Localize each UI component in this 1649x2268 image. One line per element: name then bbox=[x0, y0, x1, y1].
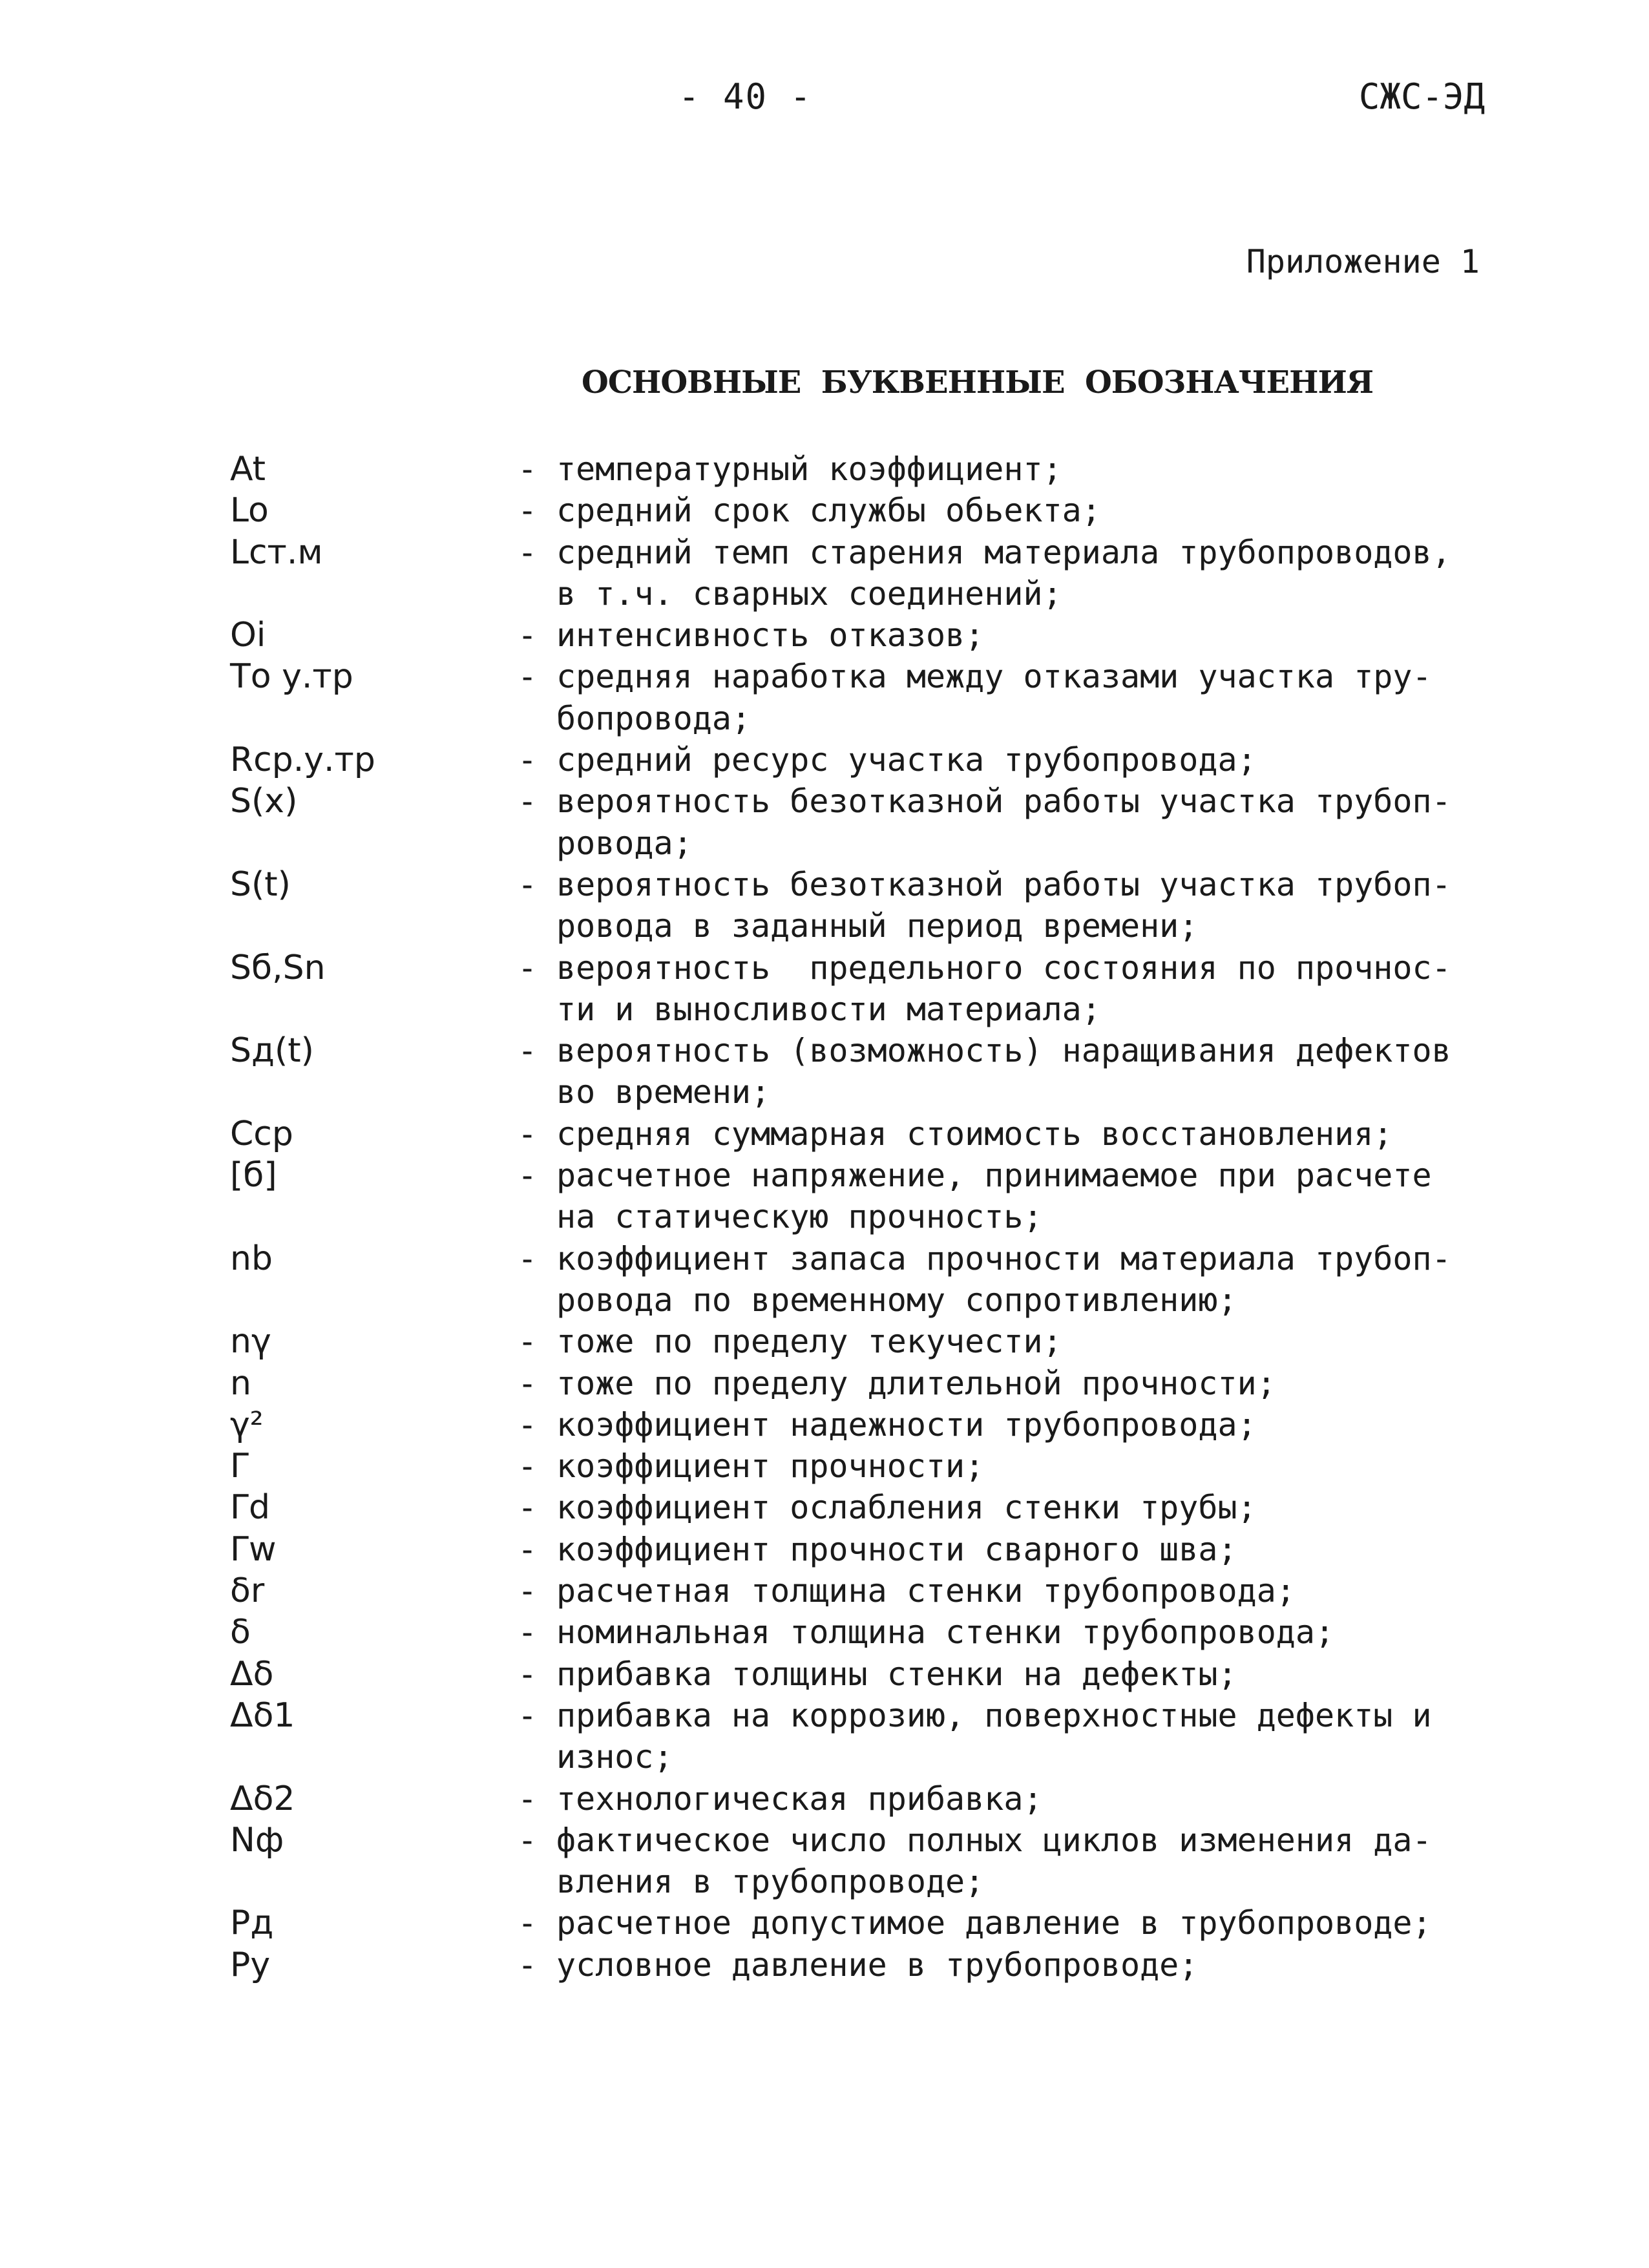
symbol-definition: фактическое число полных циклов изменения да- вления в трубопроводе; bbox=[556, 1821, 1432, 1901]
symbol-code: n bbox=[230, 1363, 251, 1403]
symbol-code: Γ bbox=[230, 1447, 249, 1486]
symbol-row bbox=[230, 1445, 1490, 1487]
symbol-row bbox=[230, 1404, 1490, 1445]
symbol-row bbox=[230, 739, 1490, 781]
dash-separator: - bbox=[518, 1239, 538, 1277]
symbol-code: S(t) bbox=[230, 865, 291, 904]
symbol-code: Oi bbox=[230, 616, 266, 655]
symbol-row bbox=[230, 1238, 1490, 1321]
dash-separator: - bbox=[518, 1447, 538, 1486]
symbol-code: Nф bbox=[230, 1820, 284, 1860]
symbol-code: Sб,Sn bbox=[230, 948, 326, 987]
symbol-row bbox=[230, 947, 1490, 1031]
symbol-row bbox=[230, 1487, 1490, 1528]
page-title: ОСНОВНЫЕ БУКВЕННЫЕ ОБОЗНАЧЕНИЯ bbox=[582, 364, 1374, 401]
symbol-list bbox=[230, 448, 1490, 1986]
symbol-definition: вероятность безотказной работы участка трубоп- ровода в заданный период времени; bbox=[556, 865, 1451, 945]
symbol-definition: расчетная толщина стенки трубопровода; bbox=[556, 1572, 1296, 1610]
dash-separator: - bbox=[518, 1821, 538, 1859]
symbol-row bbox=[230, 1321, 1490, 1362]
symbol-code: Pд bbox=[230, 1904, 274, 1943]
dash-separator: - bbox=[518, 1572, 538, 1610]
symbol-code: γ² bbox=[230, 1405, 264, 1444]
page-number: - 40 - bbox=[678, 76, 813, 117]
dash-separator: - bbox=[518, 533, 538, 571]
dash-separator: - bbox=[518, 1655, 538, 1693]
symbol-code: Δδ1 bbox=[230, 1696, 295, 1735]
symbol-definition: технологическая прибавка; bbox=[556, 1780, 1043, 1818]
appendix-label: Приложение 1 bbox=[1246, 243, 1480, 280]
dash-separator: - bbox=[518, 1613, 538, 1652]
symbol-row bbox=[230, 864, 1490, 947]
symbol-definition: тоже по пределу длительной прочности; bbox=[556, 1364, 1276, 1402]
symbol-code: Γw bbox=[230, 1529, 277, 1569]
symbol-row bbox=[230, 1612, 1490, 1653]
dash-separator: - bbox=[518, 1115, 538, 1153]
symbol-row bbox=[230, 448, 1490, 490]
symbol-code: Lo bbox=[230, 491, 269, 530]
dash-separator: - bbox=[518, 782, 538, 821]
symbol-code: nγ bbox=[230, 1322, 271, 1361]
symbol-definition: температурный коэффициент; bbox=[556, 450, 1062, 488]
dash-separator: - bbox=[518, 450, 538, 488]
symbol-row bbox=[230, 1363, 1490, 1404]
symbol-row bbox=[230, 781, 1490, 864]
symbol-row bbox=[230, 1155, 1490, 1238]
dash-separator: - bbox=[518, 1780, 538, 1818]
symbol-definition: вероятность предельного состояния по прочнос- ти и выносливости материала; bbox=[556, 949, 1451, 1028]
symbol-definition: коэффициент надежности трубопровода; bbox=[556, 1405, 1257, 1444]
symbol-code: То у.тр bbox=[230, 657, 353, 697]
symbol-definition: коэффициент ослабления стенки трубы; bbox=[556, 1489, 1257, 1527]
symbol-row bbox=[230, 490, 1490, 531]
dash-separator: - bbox=[518, 1364, 538, 1402]
dash-separator: - bbox=[518, 1489, 538, 1527]
dash-separator: - bbox=[518, 1157, 538, 1195]
symbol-definition: прибавка на коррозию, поверхностные дефекты и износ; bbox=[556, 1696, 1432, 1776]
symbol-code: Δδ2 bbox=[230, 1779, 295, 1818]
symbol-code: [б] bbox=[230, 1156, 277, 1195]
dash-separator: - bbox=[518, 949, 538, 987]
symbol-row bbox=[230, 1778, 1490, 1820]
symbol-code: δr bbox=[230, 1571, 265, 1611]
symbol-definition: расчетное допустимое давление в трубопроводе; bbox=[556, 1904, 1432, 1942]
dash-separator: - bbox=[518, 741, 538, 779]
symbol-definition: коэффициент прочности сварного шва; bbox=[556, 1530, 1237, 1568]
symbol-row bbox=[230, 1030, 1490, 1113]
dash-separator: - bbox=[518, 492, 538, 530]
dash-separator: - bbox=[518, 1323, 538, 1361]
symbol-row bbox=[230, 1944, 1490, 1986]
symbol-definition: средняя наработка между отказами участка тру- бопровода; bbox=[556, 658, 1432, 737]
symbol-row bbox=[230, 1654, 1490, 1695]
dash-separator: - bbox=[518, 1032, 538, 1070]
symbol-definition: тоже по пределу текучести; bbox=[556, 1323, 1062, 1361]
symbol-definition: номинальная толщина стенки трубопровода; bbox=[556, 1613, 1335, 1652]
dash-separator: - bbox=[518, 1530, 538, 1568]
dash-separator: - bbox=[518, 1405, 538, 1444]
dash-separator: - bbox=[518, 865, 538, 903]
symbol-definition: прибавка толщины стенки на дефекты; bbox=[556, 1655, 1237, 1693]
dash-separator: - bbox=[518, 1904, 538, 1942]
symbol-row bbox=[230, 1902, 1490, 1944]
symbol-row bbox=[230, 1113, 1490, 1155]
symbol-code: Py bbox=[230, 1945, 271, 1984]
symbol-definition: расчетное напряжение, принимаемое при расчете на статическую прочность; bbox=[556, 1157, 1432, 1236]
symbol-definition: средний срок службы обьекта; bbox=[556, 492, 1101, 530]
symbol-code: Δδ bbox=[230, 1654, 274, 1694]
dash-separator: - bbox=[518, 1946, 538, 1984]
symbol-definition: коэффициент прочности; bbox=[556, 1447, 985, 1486]
symbol-code: δ bbox=[230, 1613, 251, 1652]
symbol-row bbox=[230, 614, 1490, 656]
dash-separator: - bbox=[518, 1696, 538, 1734]
symbol-code: Lст.м bbox=[230, 532, 323, 572]
symbol-code: Cср bbox=[230, 1114, 293, 1153]
symbol-definition: интенсивность отказов; bbox=[556, 616, 985, 655]
symbol-definition: коэффициент запаса прочности материала трубоп- ровода по временному сопротивлению; bbox=[556, 1239, 1451, 1319]
symbol-row bbox=[230, 1820, 1490, 1903]
symbol-row bbox=[230, 532, 1490, 615]
symbol-row bbox=[230, 1570, 1490, 1612]
symbol-definition: вероятность (возможность) наращивания дефектов во времени; bbox=[556, 1032, 1451, 1111]
symbol-definition: вероятность безотказной работы участка трубоп- ровода; bbox=[556, 782, 1451, 862]
dash-separator: - bbox=[518, 616, 538, 655]
symbol-code: Γd bbox=[230, 1488, 270, 1528]
symbol-definition: средний темп старения материала трубопроводов, в т.ч. сварных соединений; bbox=[556, 533, 1451, 613]
symbol-row bbox=[230, 656, 1490, 739]
symbol-code: Sд(t) bbox=[230, 1031, 314, 1071]
symbol-definition: средняя суммарная стоимость восстановления; bbox=[556, 1115, 1393, 1153]
symbol-row bbox=[230, 1695, 1490, 1778]
symbol-row bbox=[230, 1529, 1490, 1570]
symbol-code: nb bbox=[230, 1239, 273, 1278]
document-code: СЖС-ЭД bbox=[1358, 76, 1485, 117]
symbol-code: At bbox=[230, 450, 266, 488]
symbol-definition: средний ресурс участка трубопровода; bbox=[556, 741, 1257, 779]
dash-separator: - bbox=[518, 658, 538, 696]
symbol-code: Rср.у.тр bbox=[230, 740, 375, 780]
symbol-code: S(x) bbox=[230, 782, 298, 821]
symbol-definition: условное давление в трубопроводе; bbox=[556, 1946, 1199, 1984]
